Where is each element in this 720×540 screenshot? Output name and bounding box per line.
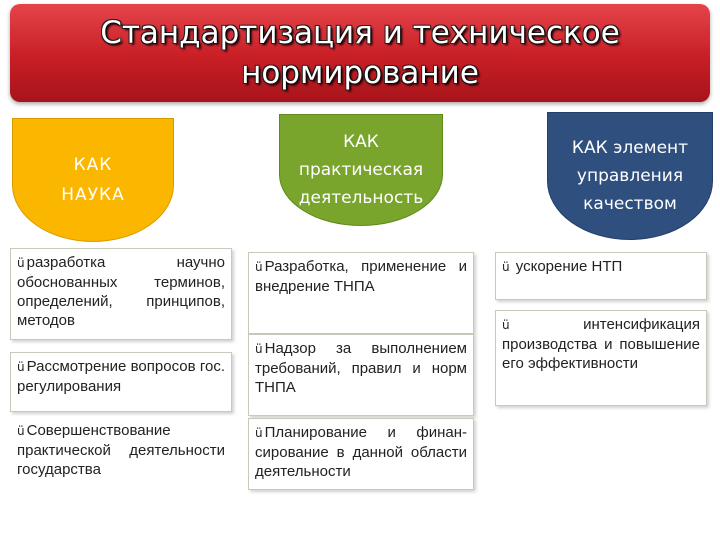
check-icon: ü <box>255 260 263 274</box>
science-item-1 <box>10 248 232 340</box>
science-item-3-text: Совершенствование практической деятельности государства <box>17 422 225 478</box>
science-item-1-text: разработка научно обоснованных терминов, определений, принципов, методов <box>17 254 225 329</box>
check-icon: ü <box>17 256 25 270</box>
shield-quality-label: КАК элемент управления качеством <box>571 138 689 214</box>
practice-item-3-text: Планирование и финан-сирование в данной области деятельности <box>255 424 467 480</box>
science-item-2-text: Рассмотрение вопросов гос. регулирования <box>17 358 225 395</box>
shield-quality <box>547 112 713 240</box>
practice-item-1-text: Разработка, применение и внедрение ТНПА <box>255 258 467 295</box>
practice-item-2 <box>248 334 474 416</box>
page-title: Стандартизация и техническое нормирование <box>100 15 620 91</box>
shield-science-label: КАК НАУКА <box>61 155 125 205</box>
shield-science <box>12 118 174 242</box>
title-banner <box>10 4 710 102</box>
check-icon: ü <box>502 260 510 274</box>
quality-item-1-text: ускорение НТП <box>515 258 623 275</box>
shield-practice-label: КАК практическая деятельность <box>298 132 424 208</box>
check-icon: ü <box>502 318 510 332</box>
practice-item-1 <box>248 252 474 334</box>
practice-item-2-text: Надзор за выполнением требований, правил и норм ТНПА <box>255 340 467 396</box>
quality-item-2 <box>495 310 707 406</box>
science-item-3 <box>10 416 232 512</box>
shield-practice <box>279 114 443 226</box>
check-icon: ü <box>255 342 263 356</box>
science-item-2 <box>10 352 232 412</box>
quality-item-1 <box>495 252 707 300</box>
practice-item-3 <box>248 418 474 490</box>
quality-item-2-text: интенсификация производства и повышение его эффективности <box>502 316 700 372</box>
check-icon: ü <box>17 360 25 374</box>
check-icon: ü <box>17 424 25 438</box>
check-icon: ü <box>255 426 263 440</box>
